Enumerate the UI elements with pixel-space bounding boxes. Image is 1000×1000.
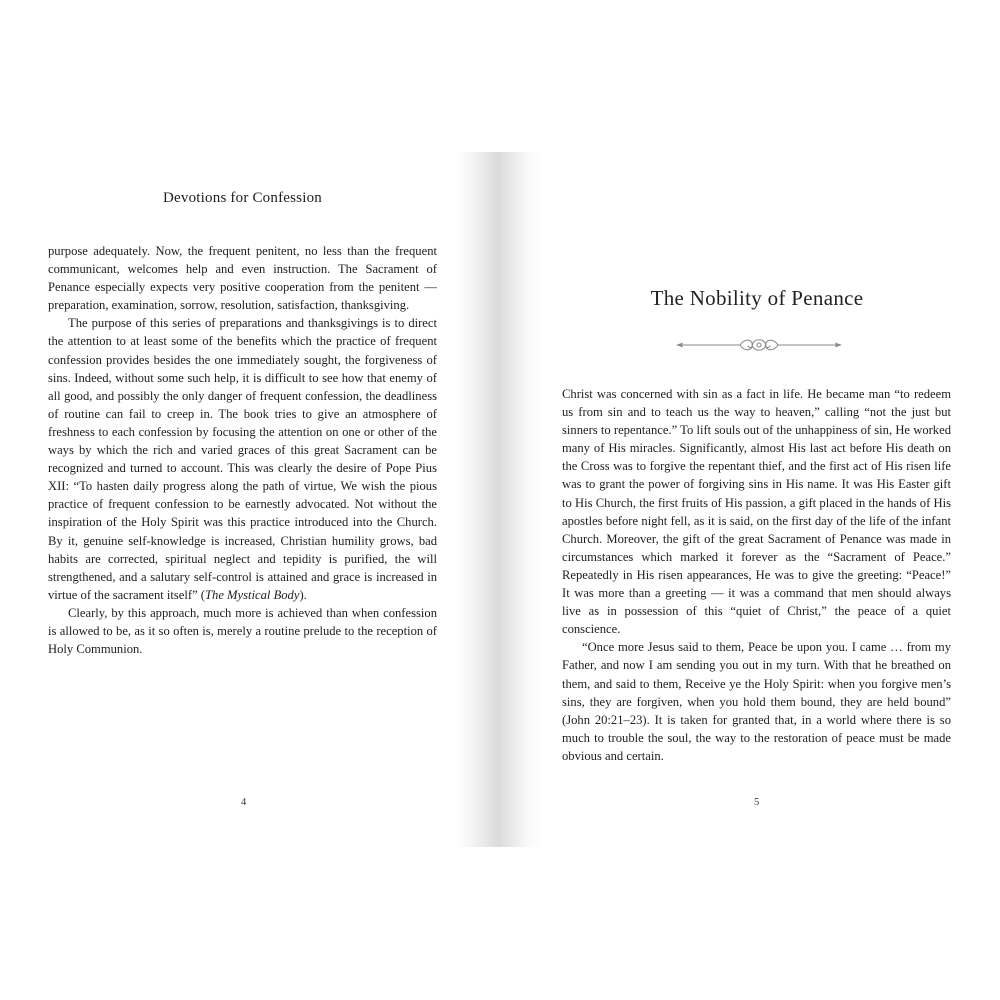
paragraph: “Once more Jesus said to them, Peace be upon you. I came … from my Father, and now I am sending you out in my turn. With that he breathed on them, and said to them, Receive ye the Holy Spirit: when you forgive men’s sins, they are forgiven, when you hold them bound, they are held bound” (John 20:21–23). It is taken for granted that, in a world where there is so much to trouble the soul, the way to the restoration of peace must be made obvious and certain. — [562, 640, 951, 763]
page-number: 5 — [754, 797, 760, 808]
page-number: 4 — [241, 797, 247, 808]
left-body-text — [48, 242, 437, 658]
chapter-title: The Nobility of Penance — [650, 286, 864, 310]
paragraph: Christ was concerned with sin as a fact in life. He became man “to redeem us from sin and to teach us the way to heaven,” calling “not the just but sinners to repentance.” To lift souls out of the unhappiness of sin, He worked many of His miracles. Significantly, almost His last act before His death on the Cross was to forgive the repentant thief, and the first act of His risen life was to grant the power of forgiving sins in His name. It was His Easter gift to His Church, the first fruits of His passion, a gift placed in the hands of His apostles before night fell, as it is said, on the first day of the life of the infant Church. Moreover, the gift of the great Sacrament of Penance was made in circumstances which marked it forever as the “Sacrament of Peace.” Repeatedly in His risen appearances, He was to give the greeting: “Peace!” It was more than a greeting — it was a command that men should always live as in possession of this “quiet of Christ,” the peace of a quiet conscience. — [562, 387, 951, 637]
right-page — [500, 0, 1000, 1000]
ornament-divider-icon — [674, 333, 844, 357]
citation-title: The Mystical Body — [205, 587, 300, 602]
paragraph-text: The purpose of this series of preparations and thanksgivings is to direct the attention to at least some of the benefits which the practice of frequent confession provides besides the one immediately sought, the forgiveness of sins. Indeed, without some such help, it is difficult to see how that enemy of all good, and possibly the only danger of frequent confession, the deadliness of routine can fail to creep in. The book tries to give an atmosphere of freshness to each confession by focusing the attention on one or other of the ways by which the rich and varied graces of this great Sacrament can be recognized and turned to account. This was clearly the desire of Pope Pius XII: “To hasten daily progress along the path of virtue, We wish the pious practice of frequent confession to be earnestly advocated. Not without the inspiration of the Holy Spirit was this practice introduced into the Church. By it, genuine self-knowledge is increased, Christian humility grows, bad habits are corrected, spiritual neglect and tepidity is purified, the will strengthened, and a salutary self-control is attained and grace is increased in virtue of the sacrament itself” ( — [48, 316, 437, 602]
paragraph: Clearly, by this approach, much more is achieved than when confession is allowed to be, as it so often is, merely a routine prelude to the reception of Holy Communion. — [48, 605, 437, 657]
running-head: Devotions for Confession — [163, 190, 322, 206]
paragraph: purpose adequately. Now, the frequent penitent, no less than the frequent communicant, welcomes help and even instruction. The Sacrament of Penance especially expects very positive cooperation from the penitent — preparation, examination, sorrow, resolution, satisfaction, thanksgiving. — [48, 244, 437, 313]
paragraph — [48, 314, 437, 604]
citation-close: ). — [299, 587, 307, 602]
right-body-text — [562, 385, 951, 765]
